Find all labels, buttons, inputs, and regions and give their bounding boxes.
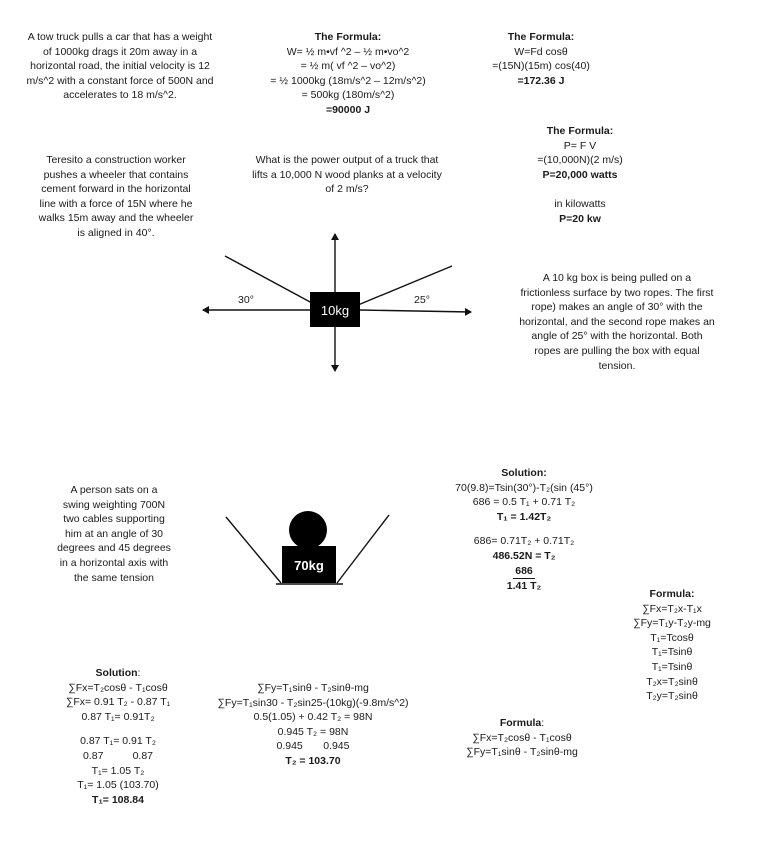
solution-title: Solution: [95, 667, 138, 679]
formula-result: =90000 J: [325, 103, 371, 116]
formula-line: = 500kg (180m/s^2): [301, 89, 395, 102]
formula-line: ∑Fx=T₂cosθ - T₁cosθ: [472, 731, 572, 744]
swing-diagram-70kg: [226, 511, 389, 584]
cable-right: [337, 515, 389, 583]
problem-wheeler-text: Teresito a construction worker pushes a wheeler that contains cement forward in the horizontal line with a force of 15N where he walks 15m away and the wheeler is aligned in 40°.: [38, 154, 194, 239]
solution-result: T₁ = 1.42T₂: [496, 510, 552, 523]
solution-result: 486.52N = T₂: [492, 549, 556, 562]
person-head: [289, 511, 327, 549]
solution-line: 70(9.8)=Tsin(30°)-T₂(sin (45°): [455, 481, 593, 494]
solution-line: 0.5(1.05) + 0.42 T₂ = 98N: [253, 711, 373, 724]
problem-tow-truck-text: A tow truck pulls a car that has a weight of 1000kg drags it 20m away in a horizontal road, the initial velocity is 12 m/s^2 with a constant force of 500N and accelerates to 18 m/s^2.: [26, 31, 214, 102]
solution-line: 0.87 0.87: [82, 749, 154, 762]
solution-line: 0.945 T₂ = 98N: [277, 725, 349, 738]
formula-line: =(15N)(15m) cos(40): [492, 60, 590, 73]
cable-left: [226, 517, 281, 583]
solution-line: T₁= 1.05 T₂: [91, 764, 145, 777]
problem-power-text: What is the power output of a truck that lifts a 10,000 N wood planks at a velocity of 2 m/s?: [252, 154, 442, 196]
formula-line: =(10,000N)(2 m/s): [537, 154, 623, 167]
solution-line: 0.945 0.945: [276, 740, 350, 753]
formula-title: The Formula:: [507, 31, 575, 43]
solution-title: Solution:: [501, 467, 547, 479]
formula-result: P=20 kw: [559, 212, 601, 225]
formula-line: = ½ 1000kg (18m/s^2 – 12m/s^2): [270, 74, 426, 87]
solution-line: 0.87 T₁= 0.91 T₂: [80, 735, 156, 748]
free-body-diagram-10kg: [203, 234, 471, 371]
formula-title: The Formula:: [314, 31, 382, 43]
formula-line: T₁=Tsinθ: [651, 646, 693, 659]
box-70kg-label: 70kg: [294, 558, 324, 573]
solution-result: T₂ = 103.70: [285, 754, 341, 767]
solution-line: 686 = 0.5 T₁ + 0.71 T₂: [472, 496, 576, 509]
solution-result: T₁= 108.84: [92, 793, 144, 806]
formula-line: P= F V: [563, 139, 597, 152]
formula-line: T₂y=T₂sinθ: [646, 690, 698, 703]
angle-right-label: 25°: [414, 294, 430, 306]
solution-title-suffix: :: [137, 667, 141, 679]
formula-result: =172.36 J: [517, 74, 565, 87]
formula-title: Formula:: [649, 588, 695, 600]
solution-line: ∑Fy=T₁sinθ - T₂sinθ-mg: [257, 682, 369, 694]
formula-line: T₁=Tsinθ: [651, 660, 693, 673]
solution-line: 0.87 T₁= 0.91T₂: [81, 710, 155, 723]
formula-line: ∑Fy=T₁y-T₂y-mg: [633, 617, 711, 630]
solution-line: 686= 0.71T₂ + 0.71T₂: [473, 535, 575, 548]
rope-right: [358, 266, 452, 305]
angle-left-label: 30°: [238, 294, 254, 306]
solution-line: T₁= 1.05 (103.70): [77, 779, 159, 792]
solution-line: ∑Fx= 0.91 T₂ - 0.87 T₁: [65, 696, 171, 709]
arrow-right: [360, 310, 471, 312]
formula-line: W= ½ m•vf ^2 – ½ m•vo^2: [286, 45, 410, 58]
formula-line: T₂x=T₂sinθ: [646, 675, 698, 688]
problem-swing-text: A person sats on a swing weighting 700N two cables supporting him at an angle of 30 degrees and 45 degrees in a horizontal axis with the same tension: [57, 484, 171, 584]
formula-line: W=Fd cosθ: [514, 45, 568, 58]
formula-line: ∑Fx=T₂x-T₁x: [642, 602, 702, 615]
formula-result: P=20,000 watts: [542, 168, 618, 181]
fraction-numerator-text: 686: [513, 564, 535, 580]
fraction-denominator: 1.41 T₂: [506, 580, 542, 593]
formula-line: ∑Fy=T₁sinθ - T₂sinθ-mg: [466, 746, 578, 759]
solution-line: ∑Fx=T₂cosθ - T₁cosθ: [68, 681, 168, 694]
formula-title: Formula: [499, 717, 542, 729]
solution-line: ∑Fy=T₁sin30 - T₂sin25-(10kg)(-9.8m/s^2): [217, 696, 409, 709]
formula-line: = ½ m( vf ^2 – vo^2): [300, 60, 396, 73]
formula-note: in kilowatts: [554, 197, 606, 210]
box-10kg-label: 10kg: [320, 303, 350, 318]
formula-line: T₁=Tcosθ: [650, 631, 694, 644]
formula-title: The Formula:: [546, 125, 614, 137]
problem-box-ropes-text: A 10 kg box is being pulled on a frictionless surface by two ropes. The first rope) makes an angle of 30° with the horizontal, and the second rope makes an angle of 25° with the horizontal. Both ropes are pulling the box with equal tension.: [519, 272, 715, 372]
formula-title-suffix: :: [541, 717, 545, 729]
